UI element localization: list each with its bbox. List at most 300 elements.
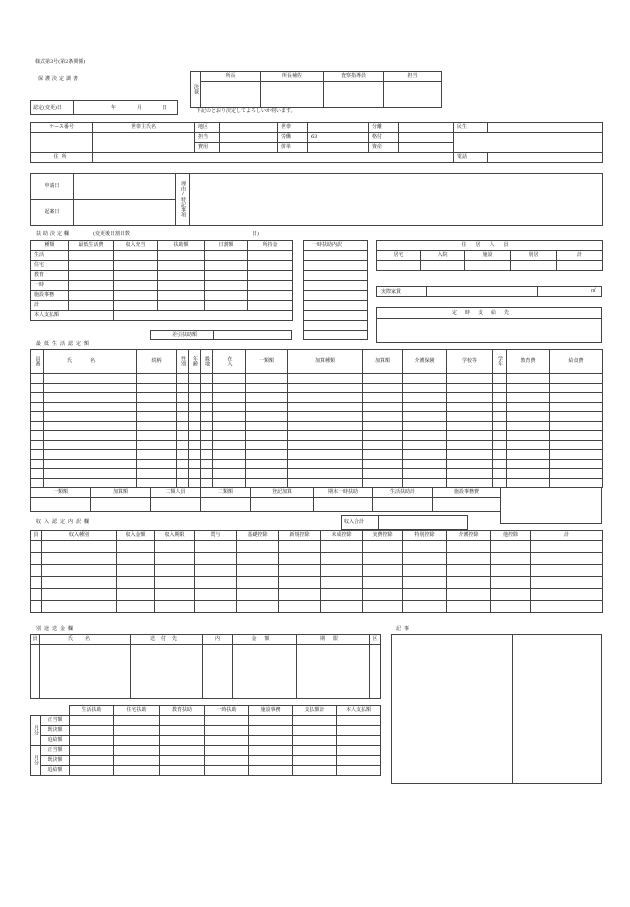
table-cell[interactable] [403, 541, 447, 553]
table-cell[interactable] [44, 412, 137, 422]
case-number-field[interactable] [31, 133, 93, 153]
table-cell[interactable] [117, 601, 155, 613]
table-cell[interactable] [117, 553, 155, 565]
table-cell[interactable] [246, 402, 288, 412]
table-cell[interactable] [117, 565, 155, 577]
table-cell[interactable] [201, 440, 213, 450]
table-cell[interactable] [491, 577, 531, 589]
remit-cell[interactable] [203, 645, 233, 699]
table-cell[interactable] [31, 440, 44, 450]
pay-cell[interactable] [205, 716, 249, 726]
table-cell[interactable] [137, 421, 177, 431]
pay-cell[interactable] [293, 746, 337, 756]
fujo-cell[interactable] [158, 251, 205, 261]
table-cell[interactable] [177, 431, 189, 441]
table-cell[interactable] [447, 469, 493, 479]
pay-cell[interactable] [160, 756, 205, 766]
rank-field[interactable] [399, 133, 454, 143]
table-cell[interactable] [117, 541, 155, 553]
table-cell[interactable] [44, 450, 137, 460]
table-cell[interactable] [189, 412, 201, 422]
pay-cell[interactable] [114, 716, 160, 726]
table-cell[interactable] [31, 565, 42, 577]
table-cell[interactable] [31, 577, 42, 589]
table-cell[interactable] [288, 374, 363, 384]
table-cell[interactable] [321, 577, 363, 589]
table-cell[interactable] [117, 589, 155, 601]
table-cell[interactable] [403, 450, 447, 460]
table-cell[interactable] [31, 383, 44, 393]
table-cell[interactable] [403, 440, 447, 450]
table-cell[interactable] [213, 374, 246, 384]
table-cell[interactable] [31, 601, 42, 613]
table-cell[interactable] [44, 393, 137, 403]
table-cell[interactable] [177, 469, 189, 479]
total-cell[interactable] [251, 498, 314, 512]
total-cell[interactable] [314, 498, 373, 512]
table-cell[interactable] [507, 440, 550, 450]
table-cell[interactable] [321, 553, 363, 565]
table-cell[interactable] [237, 565, 279, 577]
pay-cell[interactable] [293, 756, 337, 766]
table-cell[interactable] [447, 412, 493, 422]
pay-cell[interactable] [160, 716, 205, 726]
table-cell[interactable] [507, 431, 550, 441]
table-cell[interactable] [155, 565, 195, 577]
table-cell[interactable] [288, 459, 363, 469]
phone-field[interactable] [488, 153, 603, 163]
table-cell[interactable] [201, 469, 213, 479]
table-cell[interactable] [493, 412, 507, 422]
table-cell[interactable] [177, 440, 189, 450]
table-cell[interactable] [42, 577, 117, 589]
table-cell[interactable] [447, 440, 493, 450]
table-cell[interactable] [31, 469, 44, 479]
table-cell[interactable] [213, 459, 246, 469]
table-cell[interactable] [177, 450, 189, 460]
table-cell[interactable] [279, 565, 321, 577]
table-cell[interactable] [195, 601, 237, 613]
table-cell[interactable] [321, 601, 363, 613]
table-cell[interactable] [44, 402, 137, 412]
table-cell[interactable] [189, 440, 201, 450]
district-field[interactable] [220, 123, 278, 133]
stamp-cell[interactable] [324, 82, 384, 108]
table-cell[interactable] [507, 374, 550, 384]
table-cell[interactable] [137, 469, 177, 479]
table-cell[interactable] [177, 383, 189, 393]
pay-cell[interactable] [70, 746, 114, 756]
table-cell[interactable] [155, 541, 195, 553]
table-cell[interactable] [491, 541, 531, 553]
table-cell[interactable] [44, 421, 137, 431]
table-cell[interactable] [403, 393, 447, 403]
table-cell[interactable] [189, 421, 201, 431]
table-cell[interactable] [288, 469, 363, 479]
table-cell[interactable] [246, 459, 288, 469]
table-cell[interactable] [279, 553, 321, 565]
table-cell[interactable] [137, 450, 177, 460]
table-cell[interactable] [493, 469, 507, 479]
table-cell[interactable] [507, 421, 550, 431]
remit-cell[interactable] [40, 645, 131, 699]
table-cell[interactable] [213, 402, 246, 412]
table-cell[interactable] [213, 450, 246, 460]
table-cell[interactable] [44, 469, 137, 479]
table-cell[interactable] [213, 393, 246, 403]
table-cell[interactable] [31, 402, 44, 412]
table-cell[interactable] [363, 431, 403, 441]
welfare-field[interactable] [488, 123, 603, 133]
table-cell[interactable] [137, 374, 177, 384]
table-cell[interactable] [42, 601, 117, 613]
table-cell[interactable] [447, 459, 493, 469]
table-cell[interactable] [507, 393, 550, 403]
table-cell[interactable] [288, 383, 363, 393]
fujo-cell[interactable] [158, 291, 205, 301]
pay-cell[interactable] [205, 726, 249, 736]
draft-date-field[interactable] [74, 200, 176, 226]
table-cell[interactable] [403, 431, 447, 441]
table-cell[interactable] [137, 440, 177, 450]
table-cell[interactable] [288, 412, 363, 422]
table-cell[interactable] [213, 421, 246, 431]
table-cell[interactable] [31, 421, 44, 431]
fujo-cell[interactable] [114, 301, 158, 311]
table-cell[interactable] [491, 553, 531, 565]
table-cell[interactable] [155, 577, 195, 589]
pay-cell[interactable] [160, 766, 205, 776]
table-cell[interactable] [403, 577, 447, 589]
total-cell[interactable] [151, 498, 201, 512]
table-cell[interactable] [31, 431, 44, 441]
application-date-field[interactable] [74, 174, 176, 200]
table-cell[interactable] [363, 374, 403, 384]
total-cell[interactable] [373, 498, 433, 512]
table-cell[interactable] [288, 421, 363, 431]
table-cell[interactable] [31, 541, 42, 553]
table-cell[interactable] [507, 459, 550, 469]
pay-cell[interactable] [205, 746, 249, 756]
residence-cell[interactable] [377, 261, 421, 271]
table-cell[interactable] [403, 601, 447, 613]
residence-cell[interactable] [465, 261, 511, 271]
pay-cell[interactable] [114, 746, 160, 756]
table-cell[interactable] [363, 402, 403, 412]
fujo-cell[interactable] [114, 281, 158, 291]
fujo-cell[interactable] [158, 281, 205, 291]
table-cell[interactable] [288, 393, 363, 403]
pay-cell[interactable] [205, 766, 249, 776]
table-cell[interactable] [531, 541, 603, 553]
pay-cell[interactable] [293, 736, 337, 746]
pay-cell[interactable] [114, 726, 160, 736]
table-cell[interactable] [403, 459, 447, 469]
table-cell[interactable] [31, 412, 44, 422]
table-cell[interactable] [507, 402, 550, 412]
table-cell[interactable] [44, 383, 137, 393]
remit-cell[interactable] [131, 645, 203, 699]
table-cell[interactable] [491, 565, 531, 577]
fujo-cell[interactable] [69, 261, 114, 271]
table-cell[interactable] [195, 565, 237, 577]
fujo-cell[interactable] [69, 301, 114, 311]
table-cell[interactable] [447, 553, 491, 565]
table-cell[interactable] [550, 421, 603, 431]
table-cell[interactable] [279, 577, 321, 589]
stamp-cell[interactable] [384, 82, 442, 108]
table-cell[interactable] [189, 402, 201, 412]
table-cell[interactable] [201, 393, 213, 403]
table-cell[interactable] [493, 393, 507, 403]
reason-field[interactable] [190, 174, 603, 226]
table-cell[interactable] [177, 402, 189, 412]
table-cell[interactable] [246, 393, 288, 403]
table-cell[interactable] [403, 421, 447, 431]
table-cell[interactable] [201, 402, 213, 412]
cost-field[interactable] [220, 143, 278, 153]
fujo-cell[interactable] [158, 271, 205, 281]
table-cell[interactable] [44, 374, 137, 384]
address-field[interactable] [93, 153, 454, 163]
table-cell[interactable] [403, 383, 447, 393]
table-cell[interactable] [195, 589, 237, 601]
table-cell[interactable] [550, 431, 603, 441]
table-cell[interactable] [447, 565, 491, 577]
remit-cell[interactable] [297, 645, 370, 699]
table-cell[interactable] [447, 589, 491, 601]
table-cell[interactable] [288, 431, 363, 441]
table-cell[interactable] [246, 421, 288, 431]
notes-box[interactable] [391, 634, 602, 784]
table-cell[interactable] [363, 450, 403, 460]
table-cell[interactable] [493, 383, 507, 393]
table-cell[interactable] [155, 589, 195, 601]
table-cell[interactable] [493, 374, 507, 384]
table-cell[interactable] [31, 374, 44, 384]
pay-cell[interactable] [249, 716, 293, 726]
table-cell[interactable] [246, 412, 288, 422]
table-cell[interactable] [189, 459, 201, 469]
pay-cell[interactable] [337, 766, 381, 776]
table-cell[interactable] [447, 577, 491, 589]
table-cell[interactable] [550, 383, 603, 393]
table-cell[interactable] [177, 412, 189, 422]
assets-field[interactable] [399, 143, 454, 153]
table-cell[interactable] [137, 412, 177, 422]
table-cell[interactable] [363, 412, 403, 422]
pay-cell[interactable] [293, 726, 337, 736]
table-cell[interactable] [507, 450, 550, 460]
pay-cell[interactable] [249, 726, 293, 736]
table-cell[interactable] [403, 469, 447, 479]
pay-cell[interactable] [160, 736, 205, 746]
table-cell[interactable] [491, 601, 531, 613]
table-cell[interactable] [288, 450, 363, 460]
pay-cell[interactable] [249, 766, 293, 776]
table-cell[interactable] [403, 565, 447, 577]
self-payment-field[interactable] [114, 311, 293, 321]
welfare-extra-field[interactable] [454, 133, 603, 153]
table-cell[interactable] [195, 541, 237, 553]
fujo-cell[interactable] [114, 271, 158, 281]
table-cell[interactable] [493, 459, 507, 469]
table-cell[interactable] [213, 440, 246, 450]
table-cell[interactable] [403, 412, 447, 422]
table-cell[interactable] [189, 374, 201, 384]
table-cell[interactable] [363, 601, 403, 613]
pay-cell[interactable] [70, 766, 114, 776]
table-cell[interactable] [363, 577, 403, 589]
head-name-field[interactable] [93, 133, 195, 153]
pay-cell[interactable] [70, 756, 114, 766]
residence-cell[interactable] [557, 261, 603, 271]
table-cell[interactable] [246, 374, 288, 384]
table-cell[interactable] [363, 383, 403, 393]
fujo-cell[interactable] [248, 291, 293, 301]
fujo-cell[interactable] [248, 281, 293, 291]
table-cell[interactable] [531, 577, 603, 589]
table-cell[interactable] [531, 589, 603, 601]
fujo-cell[interactable] [69, 251, 114, 261]
table-cell[interactable] [31, 459, 44, 469]
fujo-cell[interactable] [205, 251, 248, 261]
pay-cell[interactable] [337, 726, 381, 736]
pay-cell[interactable] [160, 746, 205, 756]
table-cell[interactable] [31, 589, 42, 601]
table-cell[interactable] [44, 459, 137, 469]
fujo-cell[interactable] [205, 291, 248, 301]
fujo-cell[interactable] [248, 251, 293, 261]
pay-cell[interactable] [114, 736, 160, 746]
table-cell[interactable] [137, 383, 177, 393]
table-cell[interactable] [363, 541, 403, 553]
table-cell[interactable] [44, 431, 137, 441]
remit-cell[interactable] [370, 645, 381, 699]
table-cell[interactable] [363, 589, 403, 601]
table-cell[interactable] [550, 450, 603, 460]
labor-value[interactable]: 63 [308, 133, 369, 143]
table-cell[interactable] [493, 421, 507, 431]
pay-cell[interactable] [205, 756, 249, 766]
table-cell[interactable] [279, 541, 321, 553]
table-cell[interactable] [189, 383, 201, 393]
table-cell[interactable] [246, 469, 288, 479]
separation-field[interactable] [399, 123, 454, 133]
remit-cell[interactable] [31, 645, 40, 699]
remit-cell[interactable] [233, 645, 297, 699]
residence-cell[interactable] [421, 261, 465, 271]
fujo-cell[interactable] [248, 301, 293, 311]
table-cell[interactable] [507, 383, 550, 393]
pay-cell[interactable] [249, 736, 293, 746]
table-cell[interactable] [177, 421, 189, 431]
combined-field[interactable] [308, 143, 369, 153]
table-cell[interactable] [493, 440, 507, 450]
table-cell[interactable] [246, 431, 288, 441]
table-cell[interactable] [201, 459, 213, 469]
table-cell[interactable] [403, 402, 447, 412]
fujo-cell[interactable] [158, 301, 205, 311]
fujo-cell[interactable] [205, 271, 248, 281]
pay-cell[interactable] [249, 756, 293, 766]
table-cell[interactable] [246, 383, 288, 393]
table-cell[interactable] [195, 577, 237, 589]
table-cell[interactable] [288, 402, 363, 412]
table-cell[interactable] [42, 589, 117, 601]
actual-rent-box[interactable] [376, 286, 602, 297]
fujo-cell[interactable] [114, 291, 158, 301]
table-cell[interactable] [31, 450, 44, 460]
fujo-cell[interactable] [69, 281, 114, 291]
table-cell[interactable] [137, 459, 177, 469]
pay-cell[interactable] [337, 756, 381, 766]
table-cell[interactable] [550, 459, 603, 469]
table-cell[interactable] [447, 402, 493, 412]
table-cell[interactable] [201, 412, 213, 422]
fujo-cell[interactable] [205, 281, 248, 291]
stamp-cell[interactable] [201, 82, 261, 108]
total-cell[interactable] [91, 498, 151, 512]
table-cell[interactable] [550, 469, 603, 479]
table-cell[interactable] [201, 374, 213, 384]
table-cell[interactable] [137, 431, 177, 441]
table-cell[interactable] [201, 383, 213, 393]
table-cell[interactable] [363, 421, 403, 431]
table-cell[interactable] [155, 553, 195, 565]
table-cell[interactable] [246, 450, 288, 460]
pay-cell[interactable] [70, 716, 114, 726]
stamp-cell[interactable] [261, 82, 324, 108]
table-cell[interactable] [237, 601, 279, 613]
table-cell[interactable] [189, 393, 201, 403]
table-cell[interactable] [403, 374, 447, 384]
table-cell[interactable] [491, 589, 531, 601]
pay-cell[interactable] [293, 766, 337, 776]
fujo-cell[interactable] [69, 271, 114, 281]
table-cell[interactable] [279, 601, 321, 613]
table-cell[interactable] [493, 402, 507, 412]
table-cell[interactable] [213, 383, 246, 393]
table-cell[interactable] [321, 589, 363, 601]
table-cell[interactable] [550, 412, 603, 422]
table-cell[interactable] [493, 431, 507, 441]
table-cell[interactable] [363, 565, 403, 577]
table-cell[interactable] [42, 565, 117, 577]
pay-cell[interactable] [337, 716, 381, 726]
fujo-cell[interactable] [158, 261, 205, 271]
table-cell[interactable] [403, 553, 447, 565]
table-cell[interactable] [237, 541, 279, 553]
pay-cell[interactable] [160, 726, 205, 736]
pay-cell[interactable] [337, 736, 381, 746]
pay-cell[interactable] [70, 726, 114, 736]
fujo-cell[interactable] [69, 291, 114, 301]
table-cell[interactable] [288, 440, 363, 450]
table-cell[interactable] [321, 565, 363, 577]
table-cell[interactable] [447, 383, 493, 393]
table-cell[interactable] [447, 541, 491, 553]
table-cell[interactable] [447, 393, 493, 403]
table-cell[interactable] [447, 374, 493, 384]
table-cell[interactable] [447, 421, 493, 431]
table-cell[interactable] [531, 565, 603, 577]
residence-cell[interactable] [511, 261, 557, 271]
pay-cell[interactable] [293, 716, 337, 726]
table-cell[interactable] [447, 601, 491, 613]
table-cell[interactable] [137, 402, 177, 412]
total-cell[interactable] [433, 498, 501, 512]
